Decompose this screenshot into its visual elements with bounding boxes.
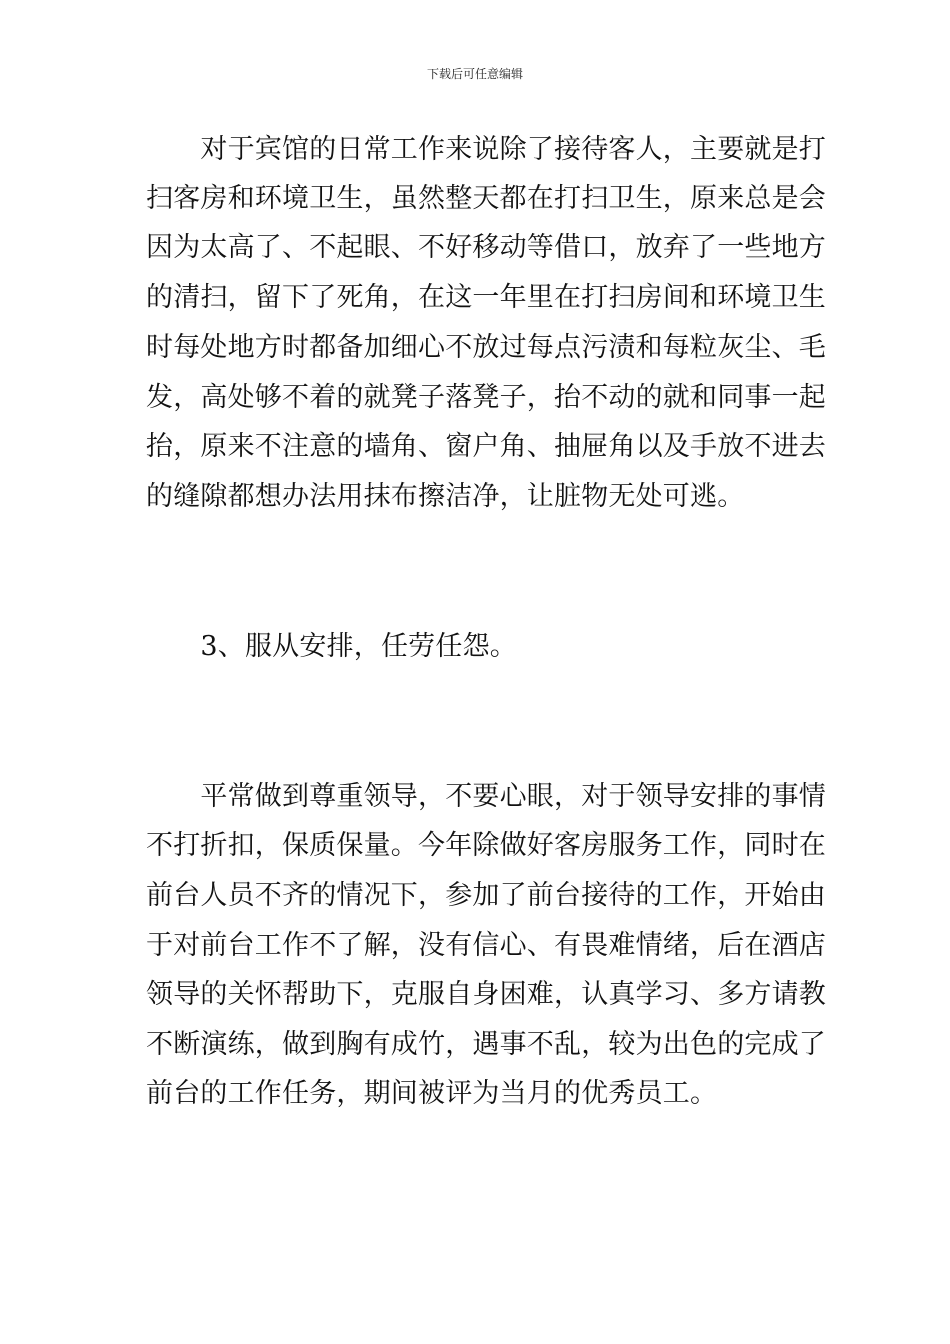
- paragraph-line: 前台人员不齐的情况下，参加了前台接待的工作，开始由: [146, 880, 826, 911]
- paragraph-line: 对于宾馆的日常工作来说除了接待客人，主要就是打: [146, 134, 826, 165]
- paragraph-line: 不断演练，做到胸有成竹，遇事不乱，较为出色的完成了: [146, 1029, 826, 1060]
- section-heading: 3、服从安排，任劳任怨。: [146, 631, 517, 662]
- paragraph-line: 扫客房和环境卫生，虽然整天都在打扫卫生，原来总是会: [146, 183, 826, 214]
- paragraph-line: 发，高处够不着的就凳子落凳子，抬不动的就和同事一起: [146, 382, 826, 413]
- paragraph-line: 于对前台工作不了解，没有信心、有畏难情绪，后在酒店: [146, 930, 826, 961]
- paragraph-line: 抬，原来不注意的墙角、窗户角、抽屉角以及手放不进去: [146, 431, 826, 462]
- page-header: 下载后可任意编辑: [426, 67, 523, 81]
- paragraph-line: 平常做到尊重领导，不要心眼，对于领导安排的事情: [146, 781, 826, 812]
- paragraph-line: 的清扫，留下了死角，在这一年里在打扫房间和环境卫生: [146, 282, 826, 313]
- paragraph-line: 的缝隙都想办法用抹布擦洁净，让脏物无处可逃。: [146, 481, 745, 512]
- paragraph-line: 因为太高了、不起眼、不好移动等借口，放弃了一些地方: [146, 232, 826, 263]
- paragraph-line: 时每处地方时都备加细心不放过每点污渍和每粒灰尘、毛: [146, 332, 826, 363]
- paragraph-line: 领导的关怀帮助下，克服自身困难，认真学习、多方请教: [146, 979, 826, 1010]
- paragraph-line: 前台的工作任务，期间被评为当月的优秀员工。: [146, 1078, 718, 1109]
- paragraph-line: 不打折扣，保质保量。今年除做好客房服务工作，同时在: [146, 830, 826, 861]
